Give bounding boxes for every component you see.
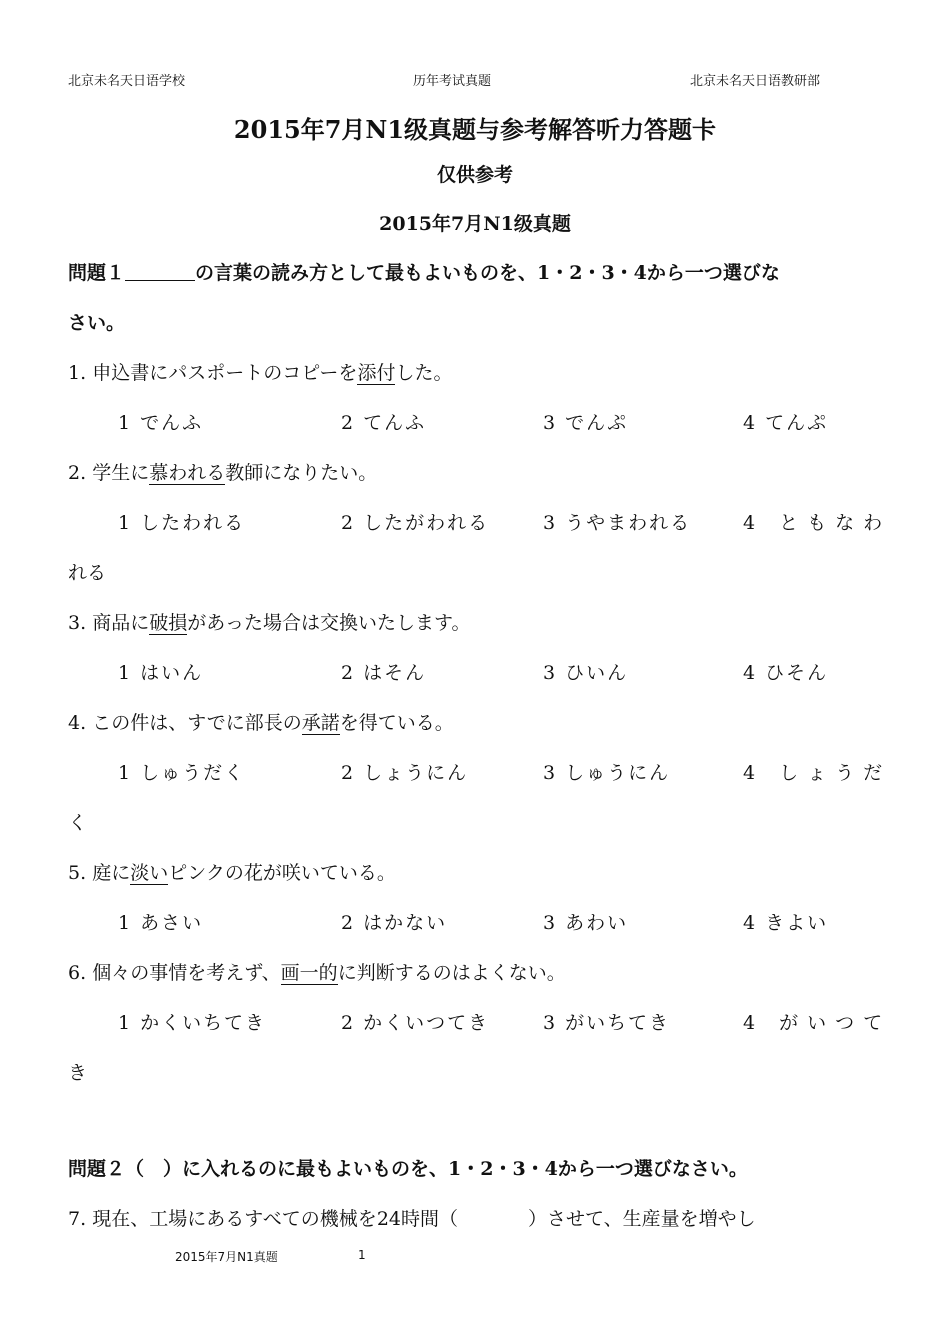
answer-option-2: 2 はそん bbox=[341, 662, 427, 684]
answer-option-3: 3 あわい bbox=[543, 912, 629, 934]
answer-option-2: 2 かくいつてき bbox=[341, 1012, 490, 1034]
target-word: 添付 bbox=[357, 362, 396, 384]
answer-option-2: 2 はかない bbox=[341, 912, 448, 934]
question-number: 5. bbox=[68, 862, 87, 884]
header-left: 北京未名天日语学校 bbox=[68, 74, 186, 89]
subtitle-exam: 2015年7月N1级真题 bbox=[379, 213, 571, 235]
answer-option-3: 3 でんぷ bbox=[543, 412, 629, 434]
answer-option-1: 1 でんふ bbox=[118, 412, 204, 434]
page-number: 1 bbox=[358, 1248, 366, 1262]
question-text-pre: 庭に bbox=[92, 862, 131, 884]
target-word: 承諾 bbox=[301, 712, 340, 734]
target-word: 破損 bbox=[149, 612, 188, 634]
section1-heading bbox=[68, 258, 780, 285]
answer-option-wrap: く bbox=[68, 812, 88, 834]
answer-option-3: 3 うやまわれる bbox=[543, 512, 692, 534]
answer-option-1: 1 はいん bbox=[118, 662, 204, 684]
question-text-post: させて、生産量を増やし bbox=[547, 1208, 756, 1230]
answer-option-wrap: れる bbox=[68, 562, 107, 584]
page-title: 2015年7月N1级真题与参考解答听力答题卡 bbox=[233, 115, 717, 144]
question-number: 4. bbox=[68, 712, 87, 734]
answer-option-4: 4 しょうだ bbox=[743, 762, 892, 784]
answer-option-4: 4 がいつて bbox=[743, 1012, 892, 1034]
question-number: 2. bbox=[68, 462, 87, 484]
section2-heading: 問題２（ ）に入れるのに最もよいものを、1・2・3・4から一つ選びなさい。 bbox=[68, 1158, 748, 1180]
question-number: 1. bbox=[68, 362, 87, 384]
answer-option-4: 4 ともなわ bbox=[743, 512, 892, 534]
paren-open: （ bbox=[439, 1208, 459, 1230]
target-word: 画一的 bbox=[280, 962, 338, 984]
answer-option-2: 2 したがわれる bbox=[341, 512, 490, 534]
subtitle-reference: 仅供参考 bbox=[436, 164, 513, 186]
question-2 bbox=[68, 458, 377, 485]
section1-heading-cont: さい。 bbox=[68, 312, 126, 334]
answer-option-1: 1 したわれる bbox=[118, 512, 246, 534]
answer-option-1: 1 かくいちてき bbox=[118, 1012, 266, 1034]
question-number: 7. bbox=[68, 1208, 87, 1230]
section1-prefix: 問題１ bbox=[68, 262, 126, 284]
question-text-pre: 個々の事情を考えず、 bbox=[92, 962, 281, 984]
answer-option-2: 2 しょうにん bbox=[341, 762, 469, 784]
answer-option-1: 1 しゅうだく bbox=[118, 762, 246, 784]
header-right: 北京未名天日语教研部 bbox=[690, 74, 821, 89]
question-text-pre: 申込書にパスポートのコピーを bbox=[92, 362, 358, 384]
answer-option-4: 4 てんぷ bbox=[743, 412, 829, 434]
target-word: 淡い bbox=[130, 862, 169, 884]
answer-option-4: 4 きよい bbox=[743, 912, 829, 934]
answer-option-3: 3 がいちてき bbox=[543, 1012, 670, 1034]
header-center: 历年考试真题 bbox=[413, 74, 492, 89]
paren-close: ） bbox=[528, 1208, 548, 1230]
question-text-pre: この件は、すでに部長の bbox=[92, 712, 302, 734]
answer-option-3: 3 ひいん bbox=[543, 662, 629, 684]
question-text-pre: 現在、工場にあるすべての機械を bbox=[92, 1208, 377, 1230]
question-text-pre: 学生に bbox=[92, 462, 150, 484]
question-4 bbox=[68, 708, 454, 735]
answer-option-2: 2 てんふ bbox=[341, 412, 427, 434]
question-text-post: 教師になりたい。 bbox=[225, 462, 378, 484]
answer-option-1: 1 あさい bbox=[118, 912, 204, 934]
question-text-post: を得ている。 bbox=[339, 712, 454, 734]
footer-label: 2015年7月N1真题 bbox=[175, 1250, 278, 1264]
question-text-post: に判断するのはよくない。 bbox=[337, 962, 566, 984]
question-text-pre: 商品に bbox=[92, 612, 150, 634]
question-number: 3. bbox=[68, 612, 87, 634]
target-word: 慕われる bbox=[149, 462, 226, 484]
answer-option-wrap: き bbox=[68, 1062, 88, 1084]
section1-instruction: の言葉の読み方として最もよいものを、1・2・3・4から一つ選びな bbox=[195, 262, 780, 284]
question-hours: 24時間 bbox=[376, 1208, 439, 1230]
answer-option-4: 4 ひそん bbox=[743, 662, 829, 684]
question-text-post: ピンクの花が咲いている。 bbox=[168, 862, 396, 884]
question-5 bbox=[68, 858, 396, 885]
question-text-post: があった場合は交換いたします。 bbox=[187, 612, 471, 634]
question-7 bbox=[68, 1204, 756, 1231]
answer-blank bbox=[125, 262, 195, 281]
question-3 bbox=[68, 608, 471, 635]
question-number: 6. bbox=[68, 962, 87, 984]
answer-option-3: 3 しゅうにん bbox=[543, 762, 671, 784]
question-text-post: した。 bbox=[395, 362, 453, 384]
question-1 bbox=[68, 358, 452, 385]
question-6 bbox=[68, 958, 566, 985]
